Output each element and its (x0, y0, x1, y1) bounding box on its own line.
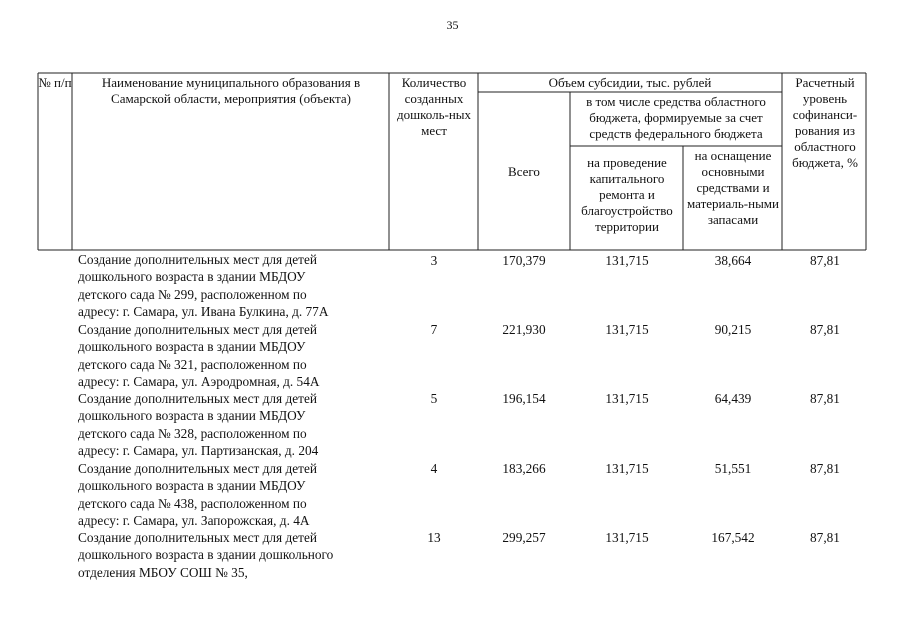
row-name (78, 321, 398, 391)
header-col-level: Расчетный уровень софинанси-рования из областного бюджета, % (792, 75, 858, 170)
header-col-total: Всего (508, 164, 540, 179)
row-name (78, 460, 398, 530)
row-name-line: детского сада № 328, расположенном по (78, 425, 307, 441)
row-name-line: Создание дополнительных мест для детей (78, 530, 317, 545)
row-repair: 131,715 (605, 391, 649, 406)
row-level: 87,81 (810, 461, 840, 476)
row-name-line: детского сада № 321, расположенном по (78, 356, 307, 372)
row-places: 5 (430, 391, 438, 406)
row-equipment: 51,551 (714, 461, 752, 476)
row-name-line: адресу: г. Самара, ул. Партизанская, д. 204 (78, 443, 319, 459)
row-name-line: адресу: г. Самара, ул. Аэродромная, д. 54А (78, 374, 320, 390)
row-name-line: дошкольного возраста в здании МБДОУ (78, 269, 306, 285)
row-total: 221,930 (502, 322, 546, 337)
row-name-line: Создание дополнительных мест для детей (78, 461, 317, 476)
row-name-line: детского сада № 299, расположенном по (78, 286, 307, 302)
header-col-repair: на проведение капитального ремонта и благоустройство территории (581, 155, 673, 234)
header-col-subsidy: Объем субсидии, тыс. рублей (548, 75, 712, 90)
page-number: 35 (446, 18, 459, 32)
header-col-equipment: на оснащение основными средствами и материаль-ными запасами (687, 148, 779, 227)
row-level: 87,81 (810, 253, 840, 268)
header-col-name: Наименование муниципального образования в Самарской области, мероприятия (объекта) (101, 75, 361, 106)
row-name-line: дошкольного возраста в здании МБДОУ (78, 408, 306, 424)
row-repair: 131,715 (605, 322, 649, 337)
row-name-line: Создание дополнительных мест для детей (78, 391, 317, 406)
row-name-line: детского сада № 438, расположенном по (78, 495, 307, 511)
header-col-no: № п/п (38, 75, 72, 90)
row-name-line: дошкольного возраста в здании МБДОУ (78, 339, 306, 355)
row-name-line: отделения МБОУ СОШ № 35, (78, 564, 248, 580)
row-name-line: адресу: г. Самара, ул. Ивана Булкина, д. 77А (78, 304, 329, 320)
row-name-line: Создание дополнительных мест для детей (78, 252, 317, 267)
row-name (78, 390, 398, 460)
row-name (78, 251, 398, 321)
header-col-federal: в том числе средства областного бюджета, формируемые за счет средств федерального бюджета (586, 94, 766, 141)
row-places: 4 (430, 461, 438, 476)
row-name-line: дошкольного возраста в здании дошкольного (78, 547, 334, 563)
row-name (78, 529, 398, 581)
row-total: 183,266 (502, 461, 546, 476)
row-level: 87,81 (810, 322, 840, 337)
row-total: 299,257 (502, 530, 546, 545)
row-name-line: Создание дополнительных мест для детей (78, 322, 317, 337)
row-total: 170,379 (502, 253, 546, 268)
row-equipment: 38,664 (714, 253, 752, 268)
row-level: 87,81 (810, 391, 840, 406)
row-name-line: дошкольного возраста в здании МБДОУ (78, 478, 306, 494)
row-level: 87,81 (810, 530, 840, 545)
row-places: 7 (430, 322, 438, 337)
row-name-line: адресу: г. Самара, ул. Запорожская, д. 4А (78, 513, 310, 529)
row-repair: 131,715 (605, 253, 649, 268)
row-places: 13 (427, 530, 441, 545)
row-equipment: 90,215 (714, 322, 752, 337)
header-col-places: Количество созданных дошколь-ных мест (396, 75, 472, 138)
row-places: 3 (430, 253, 438, 268)
row-total: 196,154 (502, 391, 546, 406)
row-equipment: 167,542 (711, 530, 755, 545)
row-repair: 131,715 (605, 530, 649, 545)
row-repair: 131,715 (605, 461, 649, 476)
row-equipment: 64,439 (714, 391, 752, 406)
